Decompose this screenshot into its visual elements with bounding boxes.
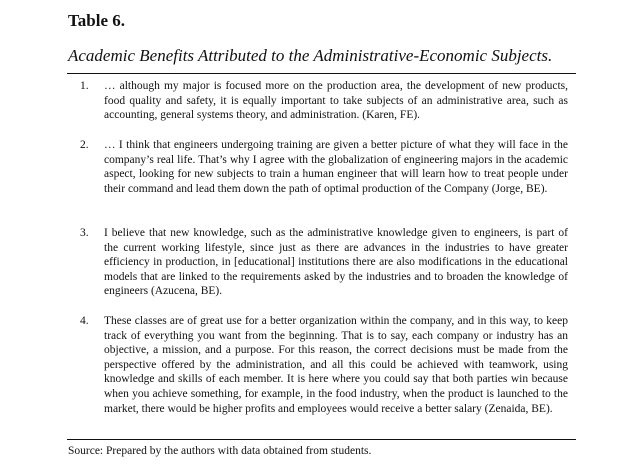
entry-text: … although my major is focused more on the production area, the development of new products, food quality and safety, it is equally important to take subjects of an administrative area, such as accounting, general systems theory, and administration. (Karen, FE). <box>104 80 568 122</box>
entry-number: 2. <box>80 139 89 151</box>
quote-entry <box>70 138 568 196</box>
table-title: Academic Benefits Attributed to the Administrative-Economic Subjects. <box>68 46 553 65</box>
entry-text: I believe that new knowledge, such as the administrative knowledge given to engineers, is part of the current working lifestyle, since just as there are advances in the industries to have greater efficiency in production, in [educational] institutions there are also modifications in the educational models that are linked to the requirements asked by the industries and to broaden the knowledge of engineers (Azucena, BE). <box>104 227 568 298</box>
table-top-rule <box>67 73 576 74</box>
quote-entry <box>70 226 568 299</box>
entry-text: These classes are of great use for a better organization within the company, and in this way, to keep track of everything you want from the beginning. That is to say, each company or industry has an objective, a mission, and a purpose. For this reason, the correct decisions must be made from the perspective offered by the administration, and all this could be achieved with teamwork, using knowledge and skills of each member. It is here where you could say that both parties win because when you achieve something, for example, in the food industry, when the product is launched to the market, there would be higher profits and employees would receive a better salary (Zenaida, BE). <box>104 315 568 415</box>
entry-number: 3. <box>80 227 89 239</box>
entry-number: 1. <box>80 80 89 92</box>
table-bottom-rule <box>67 439 576 440</box>
entry-number: 4. <box>80 315 89 327</box>
quote-entry <box>70 79 568 123</box>
quote-entry <box>70 314 568 416</box>
table-source-note: Source: Prepared by the authors with data obtained from students. <box>68 445 372 457</box>
table-label: Table 6. <box>68 11 126 30</box>
entry-text: … I think that engineers undergoing training are given a better picture of what they will face in the company’s real life. That’s why I agree with the globalization of engineering majors in the academic aspect, looking for new subjects to train a human engineer that will learn how to treat people under their command and lead them down the path of optimal production of the Company (Jorge, BE). <box>104 139 568 195</box>
